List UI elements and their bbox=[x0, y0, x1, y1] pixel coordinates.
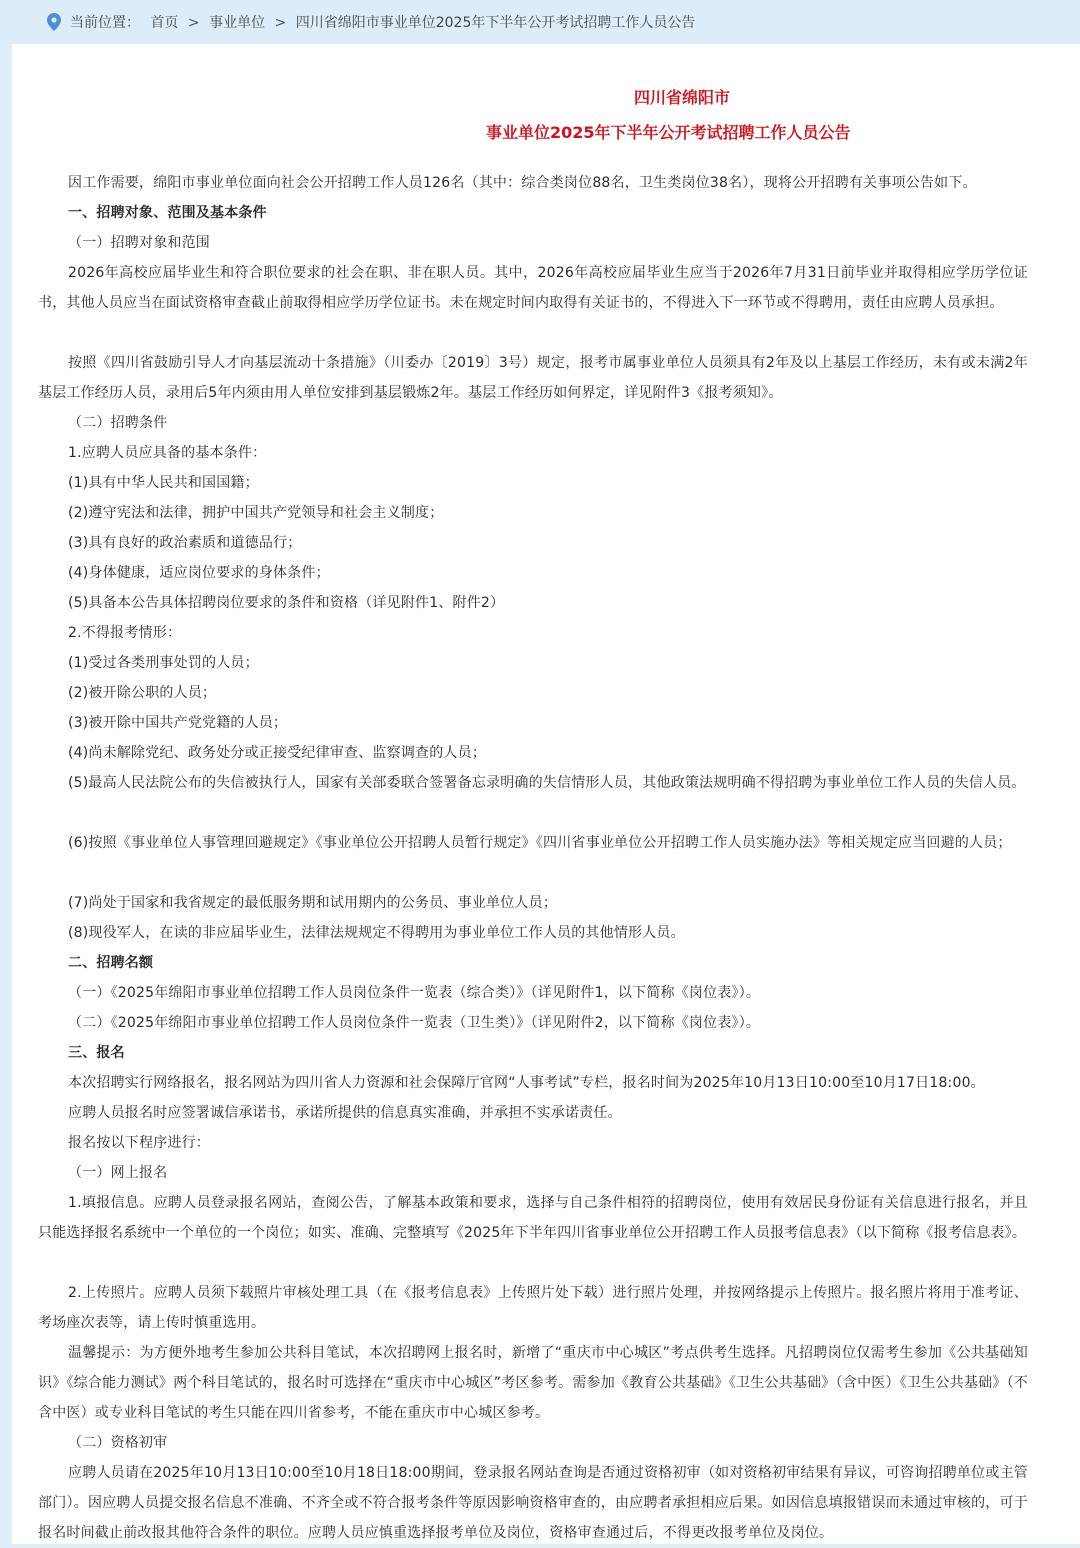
breadcrumb-category-link[interactable]: 事业单位 bbox=[209, 15, 266, 31]
article-container bbox=[12, 44, 1080, 1544]
list-item: (4)尚未解除党纪、政务处分或正接受纪律审查、监察调查的人员； bbox=[68, 745, 487, 761]
paragraph: 本次招聘实行网络报名，报名网站为四川省人力资源和社会保障厅官网“人事考试”专栏，报名时间为2025年10月13日10:00至10月17日18:00。 bbox=[68, 1075, 985, 1091]
section-heading-3: 三、报名 bbox=[68, 1045, 125, 1061]
subsection-heading: （二）招聘条件 bbox=[68, 415, 168, 431]
paragraph: 报名按以下程序进行： bbox=[68, 1135, 210, 1151]
list-item: (8)现役军人，在读的非应届毕业生，法律法规规定不得聘用为事业单位工作人员的其他情形人员。 bbox=[68, 925, 685, 941]
list-item: (5)最高人民法院公布的失信被执行人，国家有关部委联合签署备忘录明确的失信情形人员，其他政策法规明确不得招聘为事业单位工作人员的失信人员。 bbox=[68, 775, 1026, 791]
section-heading-1: 一、招聘对象、范围及基本条件 bbox=[68, 205, 267, 221]
paragraph: 2026年高校应届毕业生和符合职位要求的社会在职、非在职人员。其中，2026年高校应届毕业生应当于2026年7月31日前毕业并取得相应学历学位证书，其他人员应当在面试资格审查截止前取得相应学历学位证书。未在规定时间内取得有关证书的，不得进入下一环节或不得聘用，责任由应聘人员承担。 bbox=[38, 265, 1028, 311]
paragraph: 应聘人员请在2025年10月13日10:00至10月18日18:00期间，登录报名网站查询是否通过资格初审（如对资格初审结果有异议，可咨询招聘单位或主管部门）。因应聘人员提交报名信息不准确、不齐全或不符合报考条件等原因影响资格审查的，由应聘者承担相应后果。如因信息填报错误而未通过审核的，可于报名时间截止前改报其他符合条件的职位。应聘人员应慎重选择报考单位及岗位，资格审查通过后，不得更改报考单位及岗位。 bbox=[38, 1465, 1028, 1541]
article-title-line1: 四川省绵阳市 bbox=[634, 88, 731, 107]
list-heading: 1.应聘人员应具备的基本条件： bbox=[68, 445, 267, 461]
list-item: (2)被开除公职的人员； bbox=[68, 685, 217, 701]
paragraph-tip: 温馨提示：为方便外地考生参加公共科目笔试，本次招聘网上报名时，新增了“重庆市中心城区”考点供考生选择。凡招聘岗位仅需考生参加《公共基础知识》《综合能力测试》两个科目笔试的，报名时可选择在“重庆市中心城区”考区参考。需参加《教育公共基础》《卫生公共基础》（含中医）《卫生公共基础》（不含中医）或专业科目笔试的考生只能在四川省参考，不能在重庆市中心城区参考。 bbox=[38, 1345, 1028, 1421]
list-item: (1)具有中华人民共和国国籍； bbox=[68, 475, 259, 491]
breadcrumb-label: 当前位置： bbox=[70, 15, 140, 31]
subsection-heading: （一）网上报名 bbox=[68, 1165, 168, 1181]
subsection-heading: （一）招聘对象和范围 bbox=[68, 235, 210, 251]
breadcrumb bbox=[0, 0, 1080, 44]
list-item: (2)遵守宪法和法律，拥护中国共产党领导和社会主义制度； bbox=[68, 505, 444, 521]
list-item: (3)具有良好的政治素质和道德品行； bbox=[68, 535, 302, 551]
list-item: (1)受过各类刑事处罚的人员； bbox=[68, 655, 259, 671]
section-heading-2: 二、招聘名额 bbox=[68, 955, 154, 971]
breadcrumb-separator: > bbox=[274, 15, 287, 31]
breadcrumb-current: 四川省绵阳市事业单位2025年下半年公开考试招聘工作人员公告 bbox=[295, 15, 696, 31]
list-item: (6)按照《事业单位人事管理回避规定》《事业单位公开招聘人员暂行规定》《四川省事业单位公开招聘工作人员实施办法》等相关规定应当回避的人员； bbox=[68, 835, 1012, 851]
subsection-heading: （二）资格初审 bbox=[68, 1435, 168, 1451]
list-heading: 2.不得报考情形： bbox=[68, 625, 182, 641]
paragraph: （二）《2025年绵阳市事业单位招聘工作人员岗位条件一览表（卫生类）》（详见附件2，以下简称《岗位表》）。 bbox=[68, 1015, 761, 1031]
paragraph: 按照《四川省鼓励引导人才向基层流动十条措施》（川委办〔2019〕3号）规定，报考市属事业单位人员须具有2年及以上基层工作经历，未有或未满2年基层工作经历人员，录用后5年内须由用人单位安排到基层锻炼2年。基层工作经历如何界定，详见附件3《报考须知》。 bbox=[38, 355, 1028, 401]
list-item: (7)尚处于国家和我省规定的最低服务期和试用期内的公务员、事业单位人员； bbox=[68, 895, 558, 911]
breadcrumb-trail bbox=[70, 12, 695, 32]
paragraph: （一）《2025年绵阳市事业单位招聘工作人员岗位条件一览表（综合类）》（详见附件1，以下简称《岗位表》）。 bbox=[68, 985, 761, 1001]
article-title-line2: 事业单位2025年下半年公开考试招聘工作人员公告 bbox=[486, 123, 851, 142]
breadcrumb-home-link[interactable]: 首页 bbox=[150, 15, 179, 31]
paragraph: 应聘人员报名时应签署诚信承诺书，承诺所提供的信息真实准确，并承担不实承诺责任。 bbox=[68, 1105, 622, 1121]
list-item: (5)具备本公告具体招聘岗位要求的条件和资格（详见附件1、附件2） bbox=[68, 595, 505, 611]
location-pin-icon bbox=[47, 13, 61, 31]
list-item: (3)被开除中国共产党党籍的人员； bbox=[68, 715, 288, 731]
list-item: (4)身体健康，适应岗位要求的身体条件； bbox=[68, 565, 330, 581]
paragraph: 2.上传照片。应聘人员须下载照片审核处理工具（在《报考信息表》上传照片处下载）进行照片处理，并按网络提示上传照片。报名照片将用于准考证、考场座次表等，请上传时慎重选用。 bbox=[38, 1285, 1028, 1331]
paragraph-intro: 因工作需要，绵阳市事业单位面向社会公开招聘工作人员126名（其中：综合类岗位88名，卫生类岗位38名），现将公开招聘有关事项公告如下。 bbox=[68, 175, 977, 191]
breadcrumb-separator: > bbox=[187, 15, 200, 31]
paragraph: 1.填报信息。应聘人员登录报名网站，查阅公告，了解基本政策和要求，选择与自己条件相符的招聘岗位，使用有效居民身份证有关信息进行报名，并且只能选择报名系统中一个单位的一个岗位；如实、准确、完整填写《2025年下半年四川省事业单位公开招聘工作人员报考信息表》（以下简称《报考信息表》。 bbox=[38, 1195, 1028, 1241]
